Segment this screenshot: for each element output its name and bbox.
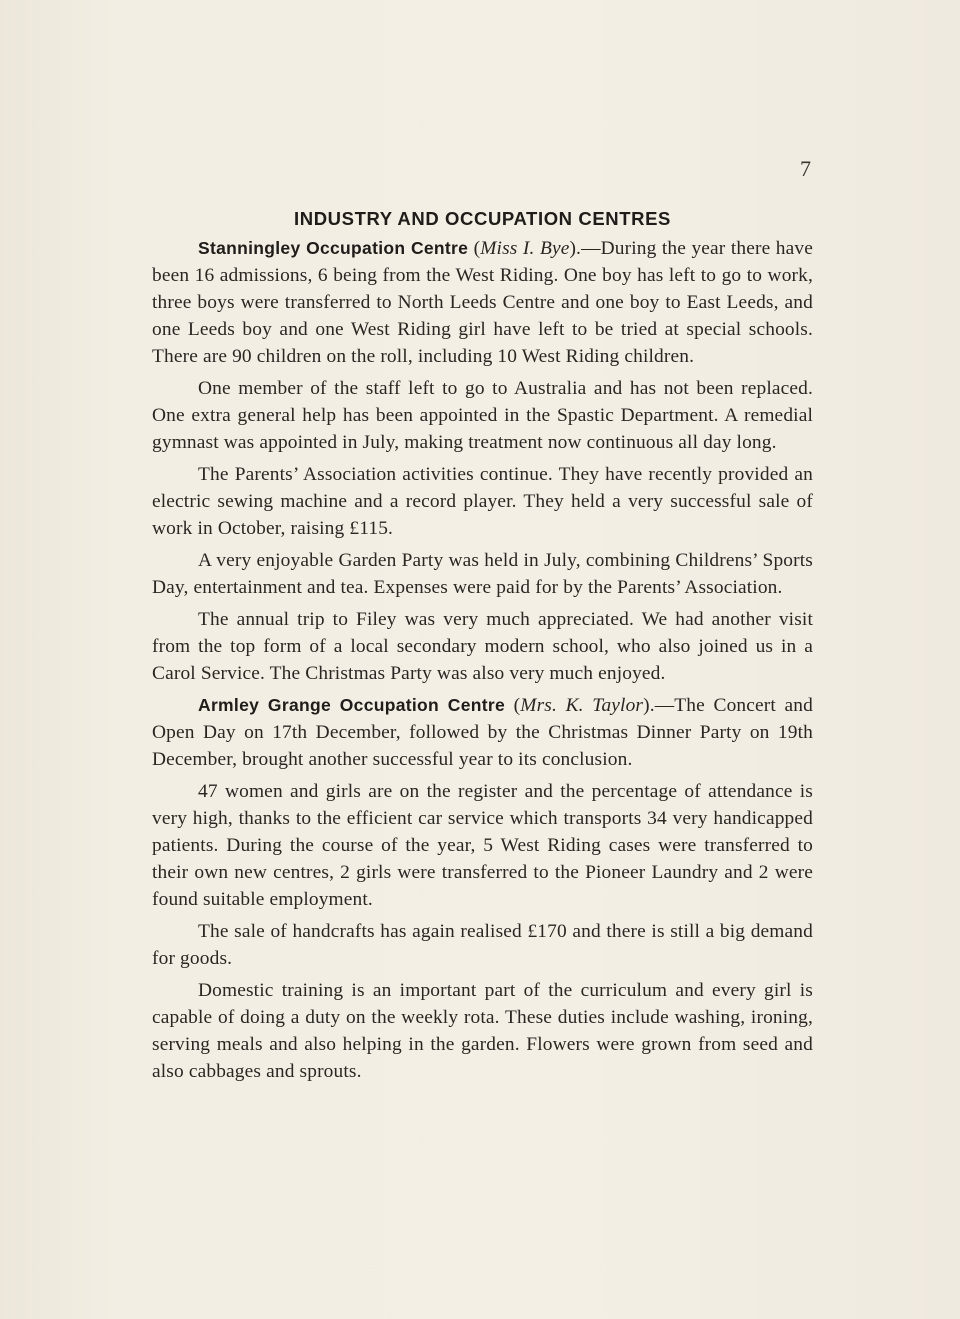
paragraph-garden-party: A very enjoyable Garden Party was held in July, combining Childrens’ Sports Day, entertainment and tea. Expenses were paid for by the Parents’ Association. (152, 550, 813, 598)
paragraph-text: —The Concert and Open Day on 17th December, followed by the Christmas Dinner Party on 19th December, brought another successful year to its conclusion. (152, 695, 814, 770)
paragraph-armley-intro: Armley Grange Occupation Centre (Mrs. K. Taylor).—The Concert and Open Day on 17th December, followed by the Christmas Dinner Party on 19th December, brought another successful year to its conclusion. (152, 695, 814, 770)
paragraph-stanningley-intro: Stanningley Occupation Centre (Miss I. Bye).—During the year there have been 16 admissions, 6 being from the West Riding. One boy has left to go to work, three boys were transferred to North Leeds Centre and one boy to East Leeds, and one Leeds boy and one West Riding girl have left to be tried at special schools. There are 90 children on the roll, including 10 West Riding children. (152, 238, 813, 367)
centre-heading-armley: Armley Grange Occupation Centre (198, 695, 506, 715)
centre-supervisor-name: Mrs. K. Taylor (520, 695, 644, 716)
paragraph-staff: One member of the staff left to go to Australia and has not been replaced. One extra general help has been appointed in the Spastic Department. A remedial gymnast was appointed in July, making treatment now continuous all day long. (152, 378, 813, 453)
paragraph-register: 47 women and girls are on the register and the percentage of attendance is very high, thanks to the efficient car service which transports 34 very handicapped patients. During the course of the year, 5 West Riding cases were transferred to their own new centres, 2 girls were transferred to the Pioneer Laundry and 2 were found suitable employment. (152, 781, 813, 910)
page-number: 7 (800, 156, 811, 181)
paragraph-handcrafts: The sale of handcrafts has again realised £170 and there is still a big demand for goods. (152, 921, 813, 969)
paragraph-text: —During the year there have been 16 admissions, 6 being from the West Riding. One boy has left to go to work, three boys were transferred to North Leeds Centre and one boy to East Leeds, and one Leeds boy and one West Riding girl have left to be tried at special schools. There are 90 children on the roll, including 10 West Riding children. (152, 238, 813, 367)
paragraph-parents-association: The Parents’ Association activities continue. They have recently provided an electric sewing machine and a record player. They held a very successful sale of work in October, raising £115. (152, 464, 813, 539)
centre-heading-stanningley: Stanningley Occupation Centre (198, 238, 469, 258)
paragraph-domestic-training: Domestic training is an important part of the curriculum and every girl is capable of doing a duty on the weekly rota. These duties include washing, ironing, serving meals and also helping in the garden. Flowers were grown from seed and also cabbages and sprouts. (152, 980, 813, 1082)
centre-supervisor-name: Miss I. Bye (480, 238, 570, 259)
section-title: INDUSTRY AND OCCUPATION CENTRES (294, 208, 671, 229)
page-content (152, 205, 813, 1090)
paragraph-filey-trip: The annual trip to Filey was very much appreciated. We had another visit from the top form of a local secondary modern school, who also joined us in a Carol Service. The Christmas Party was also very much enjoyed. (152, 609, 813, 684)
